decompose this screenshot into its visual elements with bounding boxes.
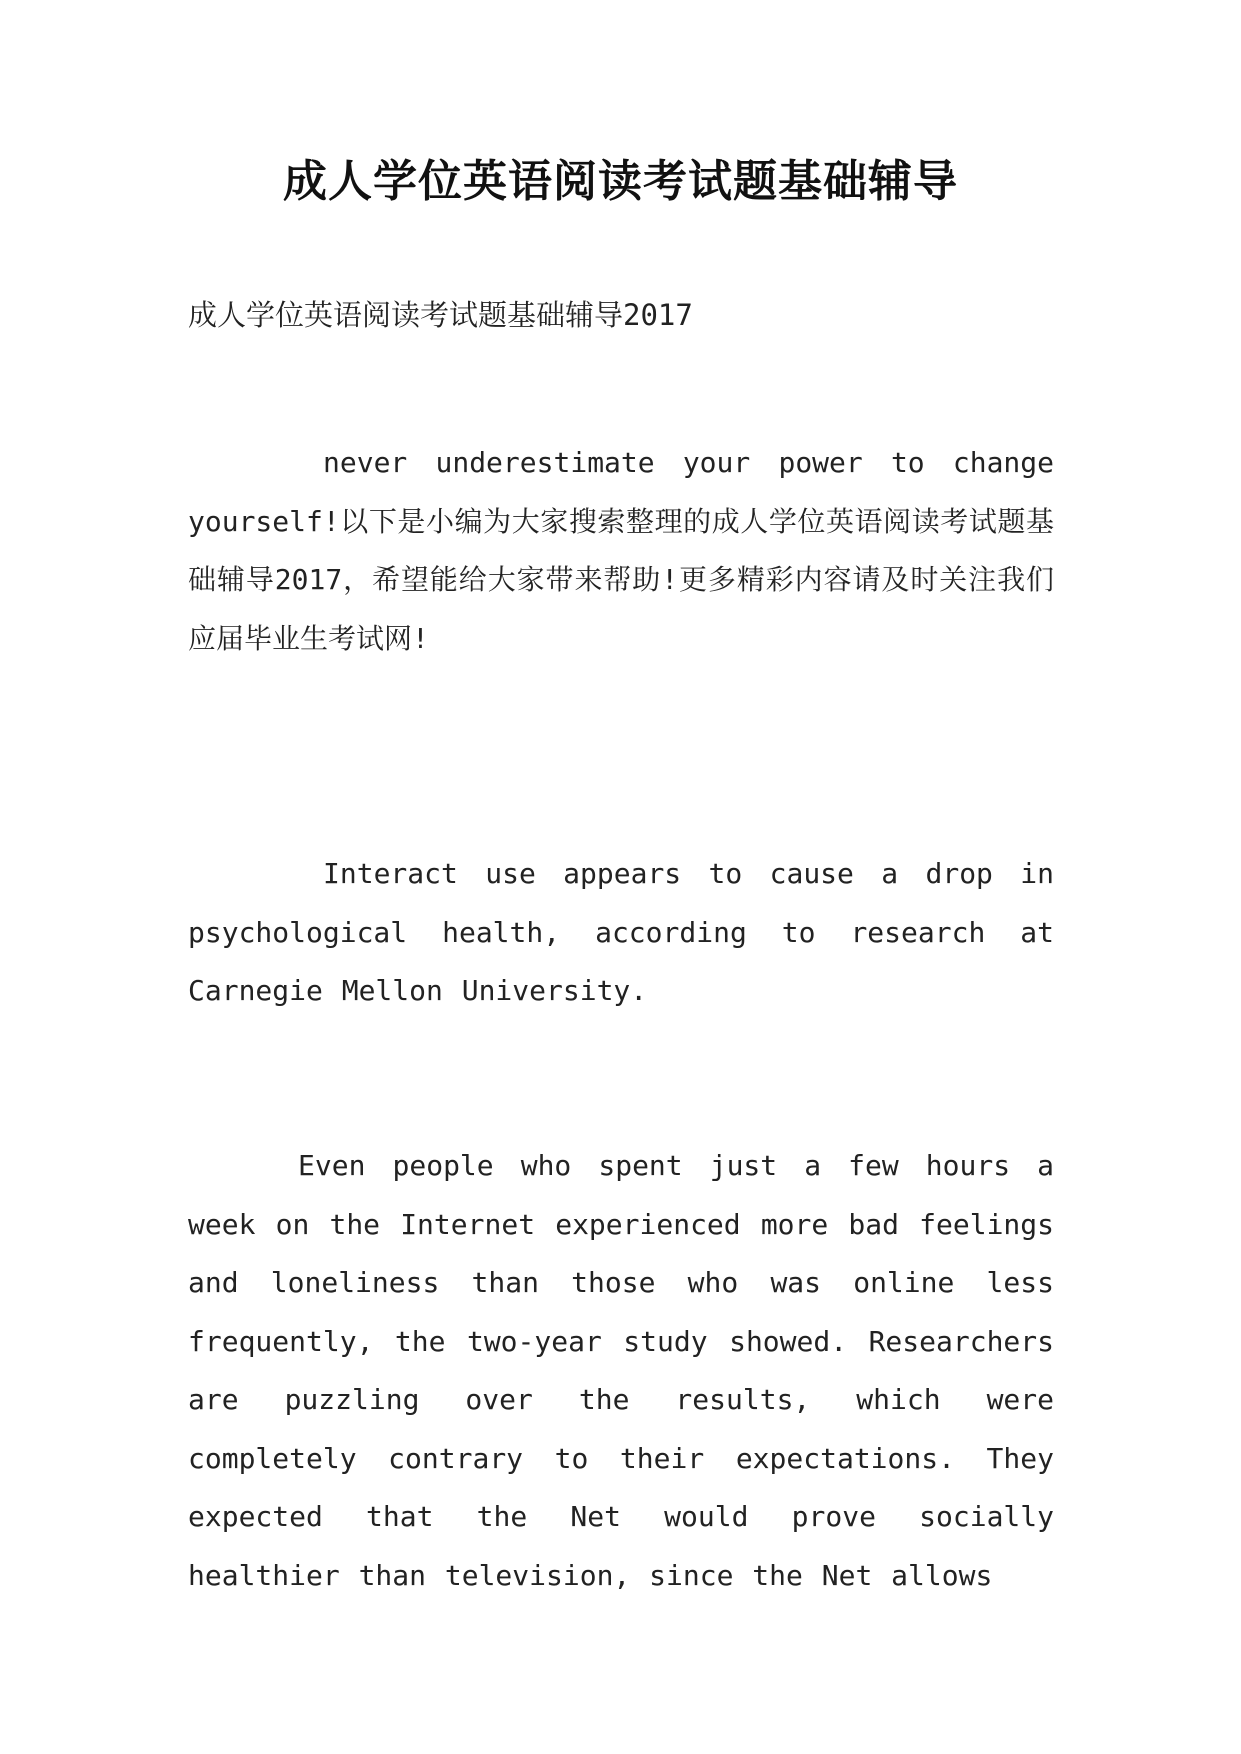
document-title: 成人学位英语阅读考试题基础辅导 [283, 156, 958, 207]
body-paragraph-2: Even people who spent just a few hours a week on the Internet experienced more bad feelings and loneliness than those who was online less frequently, the two-year study showed. Researchers are puzzling over the results, which were completely contrary to their expectations. They expected that the Net would prove socially healthier than television, since the Net allows [188, 1149, 1054, 1592]
body-paragraph-1: Interact use appears to cause a drop in psychological health, according to research at Carnegie Mellon University. [188, 857, 1054, 1007]
intro-paragraph: never underestimate your power to change yourself!以下是小编为大家搜索整理的成人学位英语阅读考试题基础辅导2017，希望能给大家带来帮助!更多精彩内容请及时关注我们应届毕业生考试网! [188, 446, 1054, 655]
document-subtitle: 成人学位英语阅读考试题基础辅导2017 [188, 298, 693, 332]
